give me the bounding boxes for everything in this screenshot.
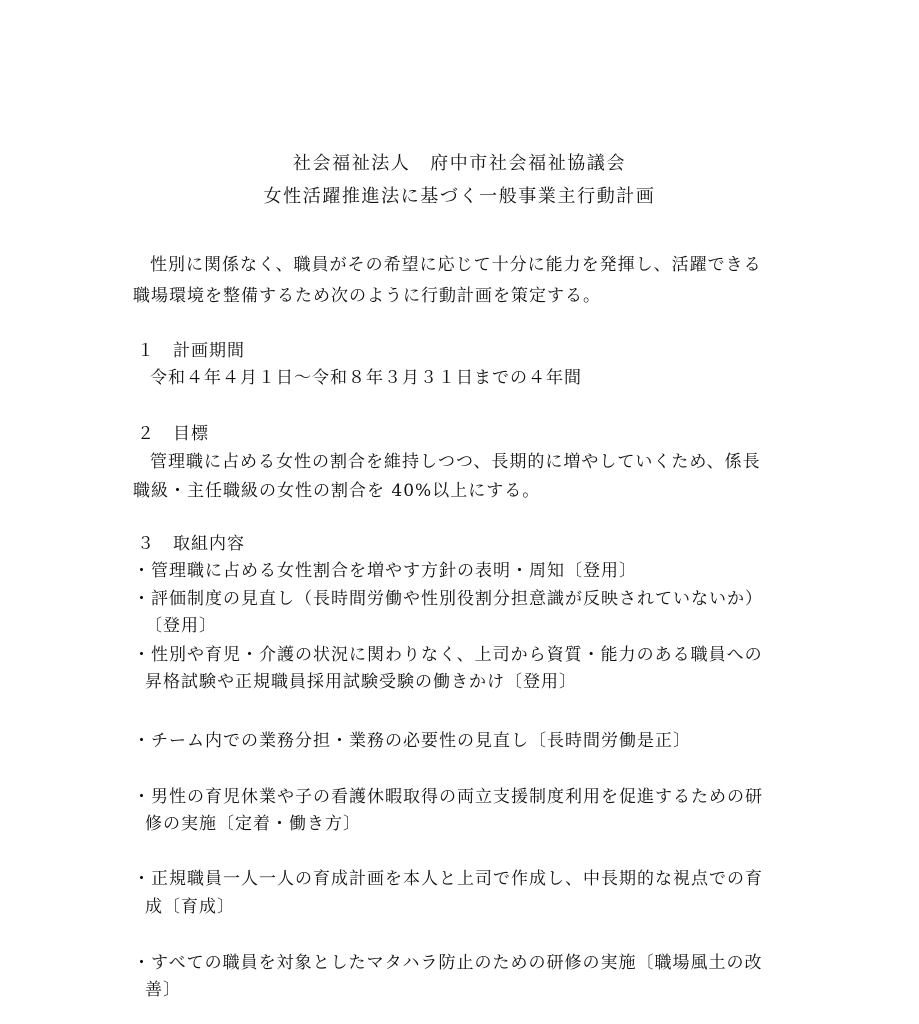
list-item-continuation: 善〕: [145, 980, 181, 1000]
list-item-continuation: 昇格試験や正規職員採用試験受験の働きかけ〔登用〕: [145, 672, 577, 692]
list-item: ・管理職に占める女性割合を増やす方針の表明・周知〔登用〕: [133, 561, 637, 581]
section-heading-actions: ３ 取組内容: [137, 534, 245, 554]
list-item: ・男性の育児休業や子の看護休暇取得の両立支援制度利用を促進するための研: [133, 787, 763, 807]
section-body-goal-line2: 職級・主任職級の女性の割合を 40%以上にする。: [133, 481, 541, 501]
list-item: ・すべての職員を対象としたマタハラ防止のための研修の実施〔職場風土の改: [133, 953, 763, 973]
list-item-continuation: 成〔育成〕: [145, 897, 235, 917]
list-item: ・評価制度の見直し（長時間労働や性別役割分担意識が反映されていないか）: [133, 589, 763, 609]
section-body-period: 令和４年４月１日～令和８年３月３１日までの４年間: [150, 368, 582, 388]
intro-paragraph-line2: 職場環境を整備するため次のように行動計画を策定する。: [133, 286, 601, 306]
section-heading-period: １ 計画期間: [137, 341, 245, 361]
list-item-continuation: 〔登用〕: [145, 616, 217, 636]
list-item: ・正規職員一人一人の育成計画を本人と上司で作成し、中長期的な視点での育: [133, 869, 763, 889]
list-item-continuation: 修の実施〔定着・働き方〕: [145, 814, 361, 834]
section-body-goal-line1: 管理職に占める女性の割合を維持しつつ、長期的に増やしていくため、係長: [150, 452, 761, 472]
list-item: ・性別や育児・介護の状況に関わりなく、上司から資質・能力のある職員への: [133, 645, 763, 665]
list-item: ・チーム内での業務分担・業務の必要性の見直し〔長時間労働是正〕: [133, 731, 691, 751]
section-heading-goal: ２ 目標: [137, 424, 209, 444]
document-title-org: 社会福祉法人 府中市社会福祉協議会: [292, 153, 627, 174]
document-title-plan: 女性活躍推進法に基づく一般事業主行動計画: [263, 186, 656, 207]
intro-paragraph-line1: 性別に関係なく、職員がその希望に応じて十分に能力を発揮し、活躍できる: [150, 255, 762, 275]
